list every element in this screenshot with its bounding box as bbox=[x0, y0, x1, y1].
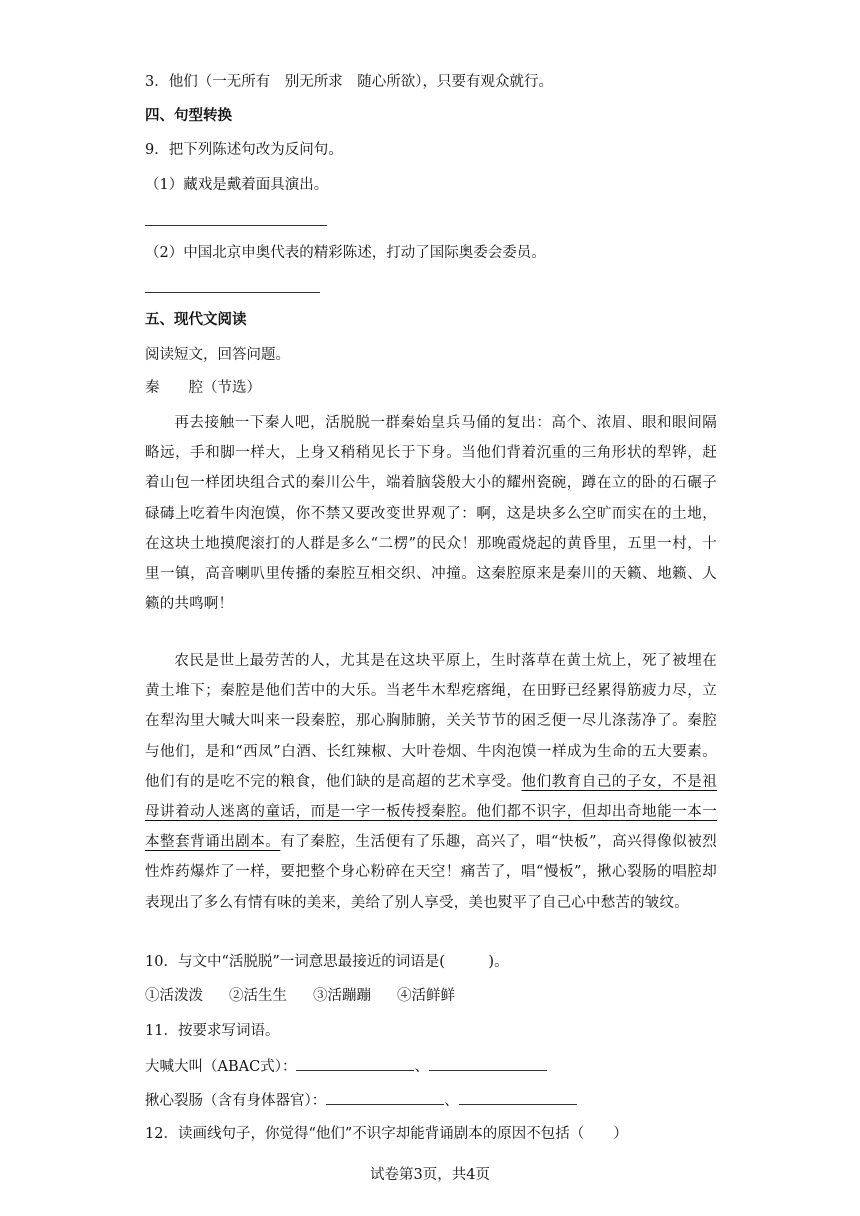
paragraph-2-text-after: 有了秦腔，生活便有了乐趣，高兴了，唱“快板”，高兴得像似被烈性炸药爆炸了一样，要把整个身心粉碎在天空！痛苦了，唱“慢板”，揪心裂肠的唱腔却表现出了多么有情有味的美来，美给了别人享受，美也熨平了自己心中愁苦的皱纹。 bbox=[145, 834, 717, 911]
section-heading-5: 五、现代文阅读 bbox=[145, 311, 247, 328]
separator-2: 、 bbox=[444, 1093, 459, 1109]
blank-2b[interactable] bbox=[459, 1090, 577, 1105]
article-paragraph-1 bbox=[145, 408, 717, 619]
question-9-sub-2: （2）中国北京申奥代表的精彩陈述，打动了国际奥委会委员。 bbox=[145, 245, 546, 261]
article-paragraph-2 bbox=[145, 646, 717, 918]
option-4[interactable]: ④活鲜鲜 bbox=[397, 988, 455, 1004]
question-12: 12．读画线句子，你觉得“他们”不识字却能背诵剧本的原因不包括（ ） bbox=[145, 1126, 628, 1142]
paragraph-2-text-before: 农民是世上最劳苦的人，尤其是在这块平原上，生时落草在黄土炕上，死了被埋在黄土堆下；秦腔是他们苦中的大乐。当老牛木犁疙瘩绳，在田野已经累得筋疲力尽，立在犁沟里大喊大叫来一段秦腔，那心胸肺腑，关关节节的困乏便一尽儿涤荡净了。秦腔与他们，是和“西凤”白酒、长红辣椒、大叶卷烟、牛肉泡馍一样成为生命的五大要素。他们有的是吃不完的粮食，他们缺的是高超的艺术享受。 bbox=[145, 653, 717, 790]
question-11-line-2 bbox=[145, 1090, 577, 1111]
option-1[interactable]: ①活泼泼 bbox=[145, 988, 203, 1004]
line-2-label: 揪心裂肠（含有身体器官）： bbox=[145, 1093, 327, 1109]
question-11-line-1 bbox=[145, 1056, 547, 1077]
paragraph-1-text: 再去接触一下秦人吧，活脱脱一群秦始皇兵马俑的复出：高个、浓眉、眼和眼间隔略远，手和脚一样大，上身又稍稍见长于下身。当他们背着沉重的三角形状的犁铧，赶着山包一样团块组合式的秦川公牛，端着脑袋般大小的耀州瓷碗，蹲在立的卧的石碾子碌碡上吃着牛肉泡馍，你不禁又要改变世界观了：啊，这是块多么空旷而实在的土地，在这块土地摸爬滚打的人群是多么“二楞”的民众！那晚霞烧起的黄昏里，五里一村，十里一镇，高音喇叭里传播的秦腔互相交织、冲撞。这秦腔原来是秦川的天籁、地籁、人籁的共鸣啊！ bbox=[145, 415, 717, 613]
section-heading-4: 四、句型转换 bbox=[145, 107, 232, 124]
answer-line-9-2[interactable] bbox=[145, 292, 320, 293]
page-footer: 试卷第3页，共4页 bbox=[370, 1167, 490, 1183]
reading-instruction: 阅读短文，回答问题。 bbox=[145, 347, 290, 363]
line-1-label: 大喊大叫（ABAC式）： bbox=[145, 1059, 297, 1075]
question-9-stem: 9．把下列陈述句改为反问句。 bbox=[145, 142, 343, 158]
answer-line-9-1[interactable] bbox=[145, 225, 327, 226]
blank-1b[interactable] bbox=[429, 1056, 547, 1071]
question-9-sub-1: （1）藏戏是戴着面具演出。 bbox=[145, 177, 329, 193]
blank-1a[interactable] bbox=[296, 1056, 414, 1071]
blank-2a[interactable] bbox=[326, 1090, 444, 1105]
option-2[interactable]: ②活生生 bbox=[229, 988, 287, 1004]
article-title: 秦 腔（节选） bbox=[145, 380, 261, 396]
question-3: 3．他们（一无所有 别无所求 随心所欲），只要有观众就行。 bbox=[145, 74, 553, 90]
question-11-stem: 11．按要求写词语。 bbox=[145, 1023, 280, 1039]
separator-1: 、 bbox=[414, 1059, 429, 1075]
question-10-stem: 10．与文中“活脱脱”一词意思最接近的词语是( )。 bbox=[145, 954, 509, 970]
underlined-sentence: 他们教育自己的子女，不是祖母讲着动人迷离的童话，而是一字一板传授秦腔。他们都不识字，但却出奇地能一本一本整套背诵出剧本。 bbox=[145, 773, 717, 851]
question-10-options bbox=[145, 986, 481, 1006]
option-3[interactable]: ③活蹦蹦 bbox=[313, 988, 371, 1004]
